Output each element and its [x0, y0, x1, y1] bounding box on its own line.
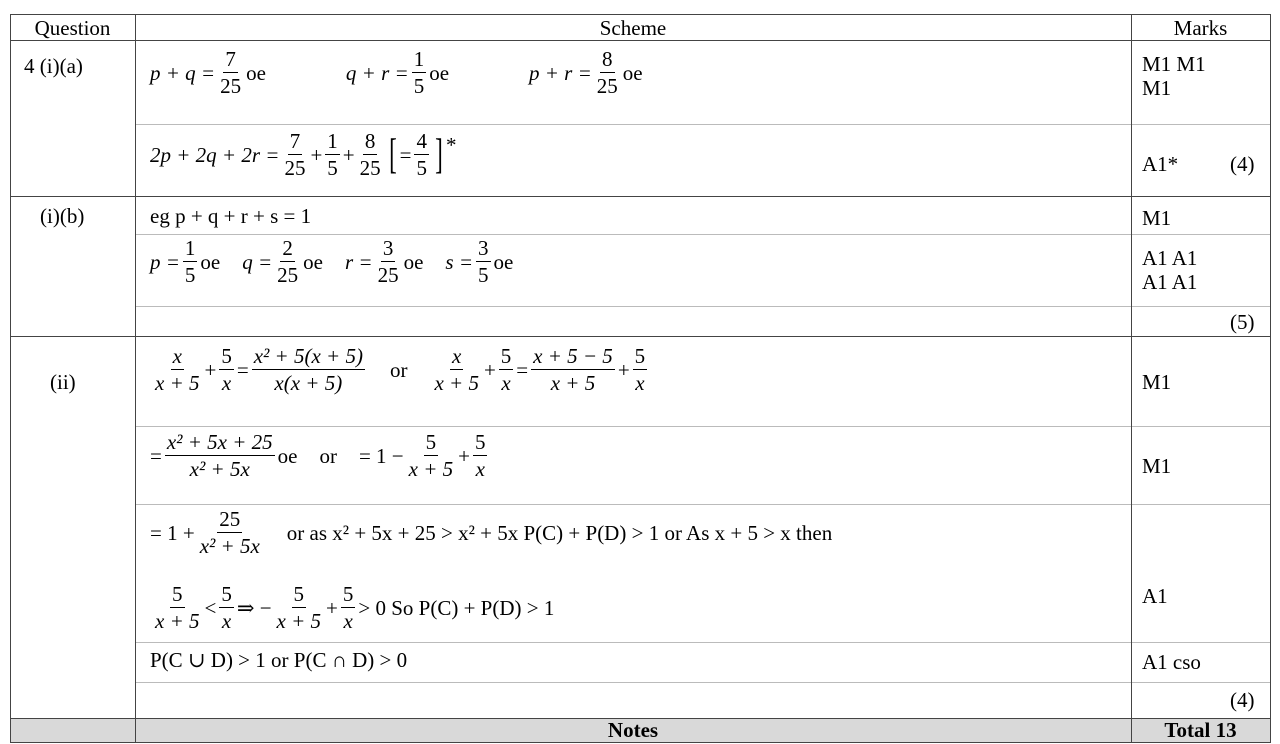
marks-cell: M1	[1142, 206, 1172, 230]
table-rule	[10, 14, 11, 742]
scheme-line: P(C ∪ D) > 1 or P(C ∩ D) > 0	[150, 648, 408, 672]
marks-cell: A1	[1142, 584, 1168, 608]
scheme-line: eg p + q + r + s = 1	[150, 204, 312, 228]
table-rule	[1270, 14, 1271, 742]
marks-cell: M1	[1142, 454, 1172, 478]
marks-cell: M1 M1	[1142, 52, 1206, 76]
marks-cell: A1 A1	[1142, 246, 1198, 270]
table-rule	[1131, 14, 1132, 742]
table-rule	[10, 336, 1271, 337]
marks-total: (5)	[1230, 310, 1255, 334]
marks-cell: M1	[1142, 76, 1172, 100]
scheme-line: p + q = $\frac{7}{25}$ oe q + r = $\frac{1}{5}$ oe p + r = $\frac{8}{25}$ oe	[150, 47, 643, 98]
table-rule	[10, 40, 1271, 41]
table-rule	[10, 14, 1271, 15]
question-label: (ii)	[50, 370, 76, 394]
header-question: Question	[34, 16, 111, 40]
table-rule	[135, 14, 136, 742]
table-rule	[135, 234, 1271, 235]
question-label: (i)(b)	[40, 204, 85, 228]
scheme-line: $\frac{5}{x + 5}$ < $\frac{5}{x}$ ⇒ − $\frac{5}{x + 5}$ + $\frac{5}{x}$ > 0 So P(C) + P(D) > 1	[155, 582, 555, 633]
table-rule	[135, 306, 1271, 307]
table-rule	[135, 682, 1271, 683]
table-rule	[135, 124, 1271, 125]
marks-total: (4)	[1230, 688, 1255, 712]
header-scheme: Scheme	[599, 16, 667, 40]
scheme-line: $\frac{x}{x + 5}$ + $\frac{5}{x}$ = $\frac{\text{x² + 5(x + 5)}}{x(x + 5)}$ or $\frac{x}{x + 5}$ + $\frac{5}{x}$ = $\frac{x + 5 - 5}{x + 5}$ + $\frac{5}{x}$	[155, 344, 646, 395]
scheme-line: 2p + 2q + 2r = $\frac{7}{25}$ + $\frac{1}{5}$ + $\frac{8}{25}$ [ = $\frac{4}{5}$ ] *	[150, 129, 457, 180]
table-rule	[10, 196, 1271, 197]
table-rule	[10, 742, 1271, 743]
scheme-line: = $\frac{\text{x² + 5x + 25}}{\text{x² + 5x}}$ oe or = 1 − $\frac{5}{x + 5}$ + $\frac{5}{x}$	[150, 430, 486, 481]
table-rule	[135, 504, 1271, 505]
scheme-line: = 1 + $\frac{25}{\text{x² + 5x}}$ or as x² + 5x + 25 > x² + 5x P(C) + P(D) > 1 or As x + 5 > x then	[150, 507, 833, 558]
scheme-line: p = $\frac{1}{5}$ oe q = $\frac{2}{25}$ oe r = $\frac{3}{25}$ oe s = $\frac{3}{5}$ oe	[150, 236, 514, 287]
mark-scheme-table	[10, 14, 1271, 742]
question-label: 4 (i)(a)	[24, 54, 83, 78]
marks-total: (4)	[1230, 152, 1255, 176]
marks-cell: A1*	[1142, 152, 1179, 176]
total-marks: Total 13	[1164, 718, 1237, 742]
marks-cell: A1 A1	[1142, 270, 1198, 294]
table-rule	[135, 426, 1271, 427]
marks-cell: A1 cso	[1142, 650, 1201, 674]
header-marks: Marks	[1173, 16, 1228, 40]
marks-cell: M1	[1142, 370, 1172, 394]
table-rule	[135, 642, 1271, 643]
notes-heading: Notes	[607, 718, 659, 742]
